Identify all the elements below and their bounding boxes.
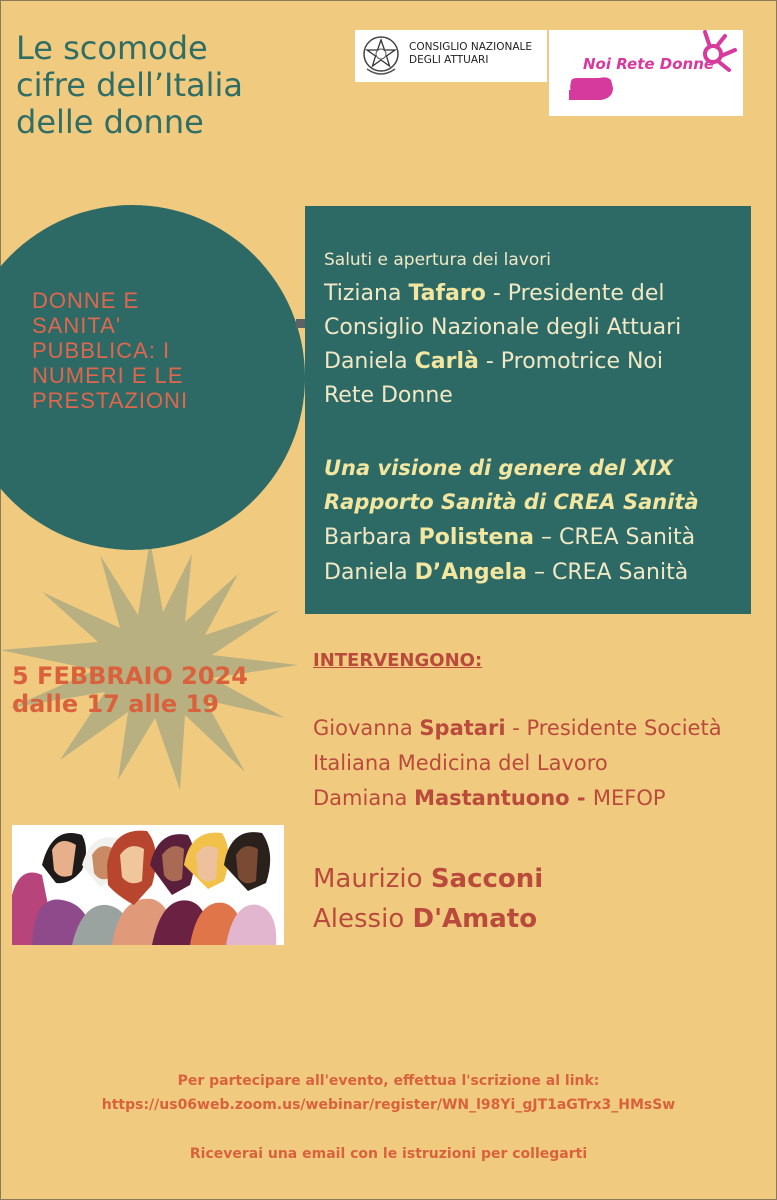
speaker-role: - Presidente Società [505, 716, 722, 740]
speaker-last-name: Mastantuono - [414, 786, 593, 810]
women-illustration [12, 825, 284, 945]
speaker-first-name: Barbara [324, 525, 419, 550]
speaker-role: - Promotrice Noi [478, 349, 663, 374]
opening-label: Saluti e apertura dei lavori [324, 250, 551, 270]
date-line-2: dalle 17 alle 19 [12, 690, 219, 718]
title-line-3: delle donne [16, 103, 204, 141]
speaker-role: – CREA Sanità [533, 525, 696, 550]
speaker-tafaro [324, 281, 665, 306]
footer-link-line [0, 1097, 777, 1113]
speaker-first-name: Damiana [313, 786, 415, 810]
speakers-heading-text: INTERVENGONO [313, 650, 475, 671]
speaker-sacconi [313, 864, 543, 894]
speaker-spatari-role-cont: Italiana Medicina del Lavoro [313, 751, 608, 775]
speaker-last-name: Carlà [414, 349, 479, 374]
speaker-damato [313, 904, 537, 934]
registration-link[interactable]: https://us06web.zoom.us/webinar/register/WN_l98Yi_gJT1aGTrx3_HMsSw [101, 1097, 676, 1113]
speaker-tafaro-role-cont: Consiglio Nazionale degli Attuari [324, 315, 682, 340]
theme-line-3: PUBBLICA: I [32, 338, 171, 363]
main-title [16, 30, 346, 141]
title-line-2: cifre dell’Italia [16, 66, 243, 104]
speaker-carla-role-cont: Rete Donne [324, 383, 453, 408]
speaker-first-name: Daniela [324, 560, 415, 585]
theme-line-4: NUMERI E LE [32, 363, 184, 388]
theme-line-2: SANITA' [32, 313, 122, 338]
speaker-spatari [313, 716, 722, 740]
cna-line-1: CONSIGLIO NAZIONALE [409, 41, 533, 53]
speakers-heading [313, 650, 482, 671]
event-date [12, 662, 248, 718]
noi-rete-donne-logo [549, 30, 743, 116]
footer-note: Riceverai una email con le istruzioni per collegarti [189, 1146, 588, 1162]
report-title-line-2: Rapporto Sanità di CREA Sanità [324, 490, 699, 514]
speaker-role: – CREA Sanità [526, 560, 689, 585]
speaker-last-name: Sacconi [430, 864, 544, 894]
speaker-last-name: D'Amato [412, 904, 538, 934]
speaker-last-name: Spatari [419, 716, 506, 740]
speaker-first-name: Daniela [324, 349, 415, 374]
speaker-last-name: Polistena [418, 525, 534, 550]
speaker-dangela [324, 560, 688, 585]
speaker-mastantuono [313, 786, 666, 810]
footer-instructions: Per partecipare all'evento, effettua l'scrizione al link: [177, 1073, 600, 1089]
speaker-carla [324, 349, 663, 374]
cna-line-2: DEGLI ATTUARI [409, 54, 489, 66]
women-profiles-image [12, 825, 284, 945]
cna-logo-text [409, 41, 532, 67]
speaker-role: MEFOP [592, 786, 666, 810]
theme-title [32, 288, 262, 413]
speaker-last-name: D’Angela [414, 560, 527, 585]
theme-line-5: PRESTAZIONI [32, 388, 189, 413]
theme-line-1: DONNE E [32, 288, 140, 313]
report-title-line-1: Una visione di genere del XIX [324, 456, 673, 480]
italian-republic-emblem-icon [361, 33, 401, 79]
program-box [305, 206, 751, 614]
speaker-first-name: Maurizio [313, 864, 431, 894]
speakers-heading-colon: : [474, 650, 483, 671]
speaker-role: - Presidente del [485, 281, 665, 306]
title-line-1: Le scomode [16, 29, 208, 67]
speaker-first-name: Tiziana [324, 281, 409, 306]
speaker-first-name: Alessio [313, 904, 413, 934]
nrd-logo-text: Noi Rete Donne [583, 55, 715, 73]
cna-logo [355, 30, 547, 82]
ok-hand-icon [549, 30, 743, 116]
speaker-polistena [324, 525, 695, 550]
date-line-1: 5 FEBBRAIO 2024 [12, 662, 248, 690]
speaker-first-name: Giovanna [313, 716, 420, 740]
speaker-last-name: Tafaro [408, 281, 486, 306]
